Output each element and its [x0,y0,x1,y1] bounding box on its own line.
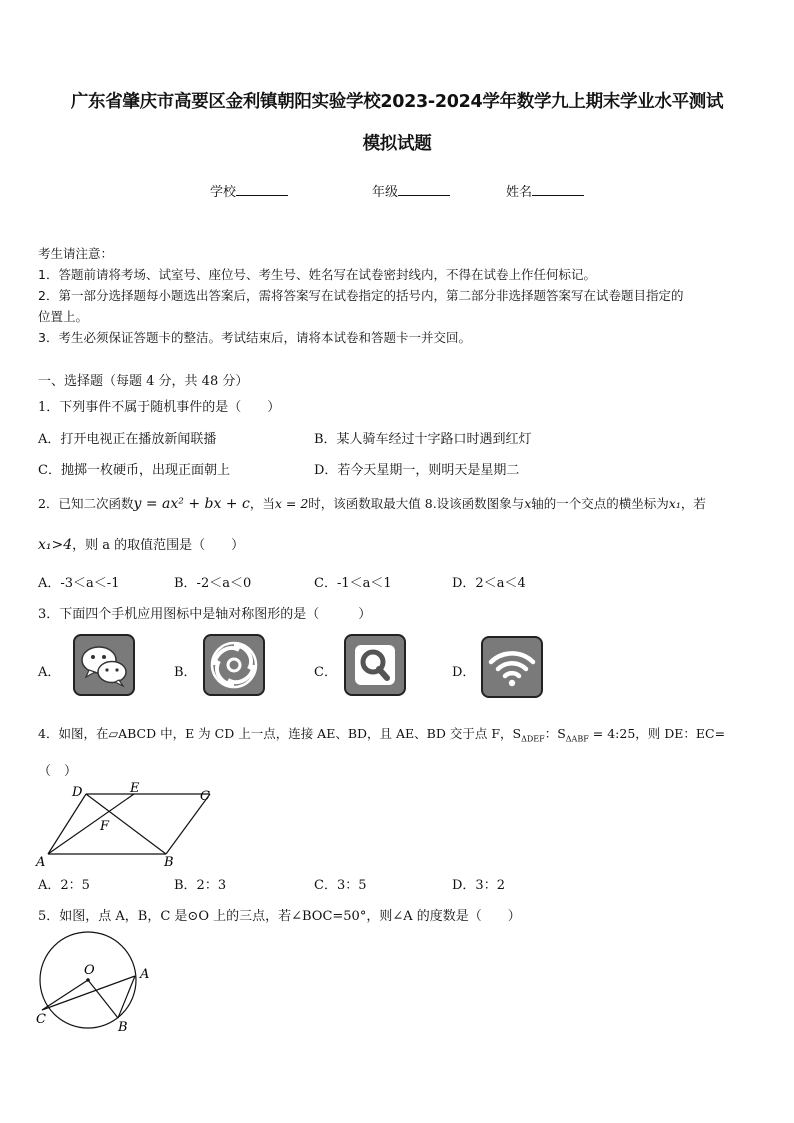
q2-condition: x = 2 [274,496,309,511]
radius-ob [88,980,118,1018]
q1-stem: 1．下列事件不属于随机事件的是（ ） [38,400,281,415]
q2-option-c: C．-1＜a＜1 [314,576,392,591]
ratio-value: = 4:25 [592,726,636,741]
segment-bd [86,794,166,854]
notice-block [38,243,763,348]
chat-icon [73,634,135,696]
q2-stem [38,494,706,512]
q4-stem-text: ，则 DE：EC= [635,726,726,741]
name-field [506,181,584,200]
q1-option-b: B．某人骑车经过十字路口时遇到红灯 [314,432,532,447]
label-b: B [164,855,174,870]
notice-heading: 考生请注意： [38,246,114,261]
label-e: E [130,781,140,796]
q4-stem-text: ABCD 中，E 为 CD 上一点，连接 AE、BD，且 AE、BD 交于点 F， [118,726,513,741]
ratio-colon: ： [544,726,558,741]
q3-option-b: B． [174,665,197,680]
q2-stem-text: ，则 a 的取值范围是（ ） [72,538,245,553]
q2-stem-text: 时，该函数取最大值 8.设该函数图象与 [308,496,525,511]
q3-option-c: C． [314,665,337,680]
q2-x1: x₁ [668,496,681,511]
q2-function: y = ax² + bx + c [133,496,250,512]
name-label: 姓名 [506,185,533,200]
circle-figure [34,928,154,1033]
page-subtitle: 模拟试题 [362,134,432,154]
q2-option-a: A．-3＜a＜-1 [38,576,120,591]
q1-option-d: D．若今天星期一，则明天是星期二 [314,463,520,478]
q2-line2-condition: x₁>4 [38,537,73,553]
q1-option-a: A．打开电视正在播放新闻联播 [38,432,217,447]
q3-option-a: A． [38,665,61,680]
q2-xvar: x [524,496,532,511]
q4-stem-text: 4．如图，在 [38,726,109,741]
area-subscript: ΔDEF [521,734,545,744]
school-label: 学校 [210,185,237,200]
label-c: C [36,1012,46,1027]
q2-stem-text: ，若 [680,496,706,511]
q4-option-a: A．2：5 [38,878,90,893]
notice-item: 2．第一部分选择题每小题选出答案后，需将答案写在试卷指定的括号内，第二部分非选择题答案写在试卷题目指定的 [38,288,684,303]
grade-label: 年级 [372,185,399,200]
wifi-icon [481,636,543,698]
q3-option-d: D． [452,665,476,680]
label-b: B [118,1020,128,1033]
area-ratio [512,726,636,744]
q5-stem: 5．如图，点 A，B，C 是⊙O 上的三点，若∠BOC=50°，则∠A 的度数是（ ） [38,909,521,924]
grade-field [372,181,450,200]
q4-option-d: D．3：2 [452,878,505,893]
parallelogram-figure [34,780,224,870]
q1-option-c: C．抛掷一枚硬币，出现正面朝上 [38,463,230,478]
q4-option-b: B．2：3 [174,878,227,893]
area-symbol: S [557,726,566,741]
q4-option-c: C．3：5 [314,878,367,893]
q3-stem: 3．下面四个手机应用图标中是轴对称图形的是（ ） [38,607,372,622]
q2-stem-line2 [38,534,244,553]
label-c: C [200,789,210,804]
notice-item: 3．考生必须保证答题卡的整洁。考试结束后，请将本试卷和答题卡一并交回。 [38,330,471,345]
parallelogram-symbol: ▱ [108,726,119,741]
radius-oc [42,980,88,1010]
search-icon [344,634,406,696]
school-blank [236,183,288,196]
school-field [210,181,288,200]
label-f: F [100,819,110,834]
q4-answer-paren: （ ） [38,764,78,779]
q2-stem-text: ，当 [249,496,275,511]
swirl-icon [203,634,265,696]
grade-blank [398,183,450,196]
page-title: 广东省肇庆市高要区金利镇朝阳实验学校2023-2024学年数学九上期末学业水平测试 [70,92,724,112]
q2-stem-text: 2．已知二次函数 [38,496,134,511]
label-a: A [140,967,150,982]
notice-item: 1．答题前请将考场、试室号、座位号、考生号、姓名写在试卷密封线内，不得在试卷上作任何标记。 [38,267,596,282]
area-subscript: ΔABF [565,734,589,744]
label-a: A [36,855,46,870]
label-d: D [72,785,83,800]
q2-option-d: D．2＜a＜4 [452,576,526,591]
q4-stem [38,724,725,744]
notice-item: 位置上。 [38,309,89,324]
q2-stem-text: 轴的一个交点的横坐标为 [531,496,669,511]
label-o: O [84,963,95,978]
center-dot [86,978,90,982]
segment-ae [48,794,134,854]
area-symbol: S [512,726,522,741]
q2-option-b: B．-2＜a＜0 [174,576,252,591]
edge-ad [48,794,86,854]
section-heading: 一、选择题（每题 4 分，共 48 分） [38,374,249,389]
name-blank [532,183,584,196]
